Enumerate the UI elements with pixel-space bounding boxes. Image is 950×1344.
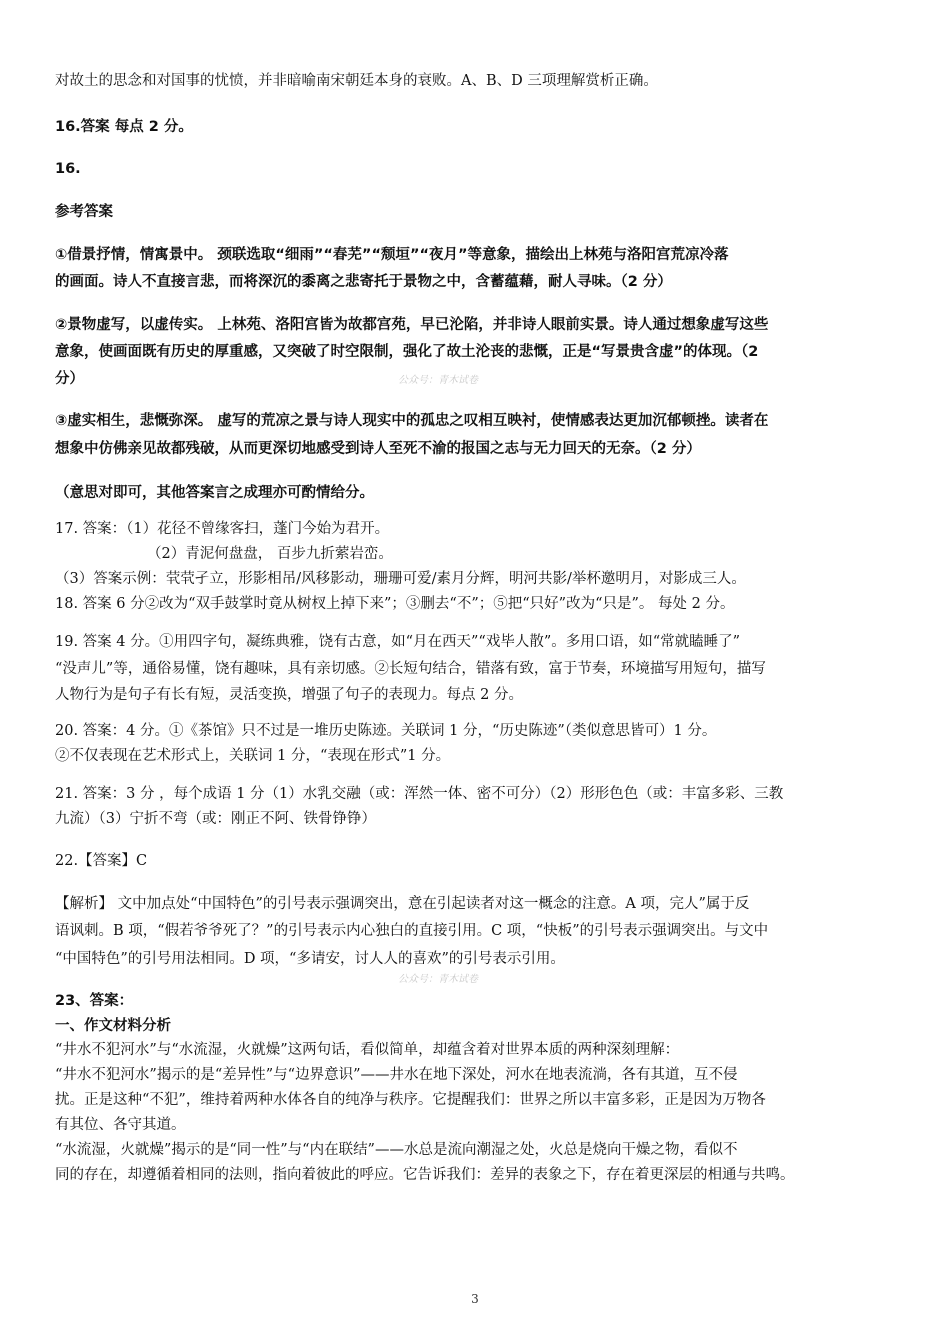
- text-line: 人物行为是句子有长有短，灵活变换，增强了句子的表现力。每点 2 分。: [55, 687, 523, 703]
- text-line: 对故土的思念和对国事的忧愤，并非暗喻南宋朝廷本身的衰败。A、B、D 三项理解赏析正确。: [55, 73, 658, 89]
- text-line: 17. 答案：（1）花径不曾缘客扫，蓬门今始为君开。: [55, 521, 390, 537]
- text-line: 九流）（3）宁折不弯（或：刚正不阿、铁骨铮铮）: [55, 811, 376, 827]
- text-line: ②不仅表现在艺术形式上，关联词 1 分，“表现在形式”1 分。: [55, 748, 451, 764]
- text-line: 意象，使画面既有历史的厚重感，又突破了时空限制，强化了故土沦丧的悲慨，正是“写景贵含虚”的体现。（2: [55, 344, 759, 360]
- text-line: 22.【答案】C: [55, 853, 148, 869]
- text-line: ①借景抒情，情寓景中。 颈联选取“细雨”“春芜”“颓垣”“夜月”等意象，描绘出上林苑与洛阳宫荒凉冷落: [55, 247, 729, 263]
- text-line: 18. 答案 6 分②改为“双手鼓掌时竟从树杈上掉下来”；③删去“不”；⑤把“只好”改为“只是”。 每处 2 分。: [55, 596, 735, 612]
- text-line: 有其位、各守其道。: [55, 1117, 186, 1133]
- page-number: 3: [471, 1292, 479, 1306]
- text-line: “水流湿，火就燥”揭示的是“同一性”与“内在联结”——水总是流向潮湿之处，火总是烧向干燥之物，看似不: [55, 1142, 738, 1158]
- watermark: 公众号：青木试卷: [398, 375, 478, 386]
- text-line: “中国特色”的引号用法相同。D 项，“多请安，讨人人的喜欢”的引号表示引用。: [55, 951, 565, 967]
- text-line: 20. 答案：4 分。①《茶馆》只不过是一堆历史陈迹。关联词 1 分，“历史陈迹”（类似意思皆可）1 分。: [55, 723, 717, 739]
- text-line: 同的存在，却遵循着相同的法则，指向着彼此的呼应。它告诉我们：差异的表象之下，存在着更深层的相通与共鸣。: [55, 1167, 795, 1183]
- text-line: 23、答案：: [55, 993, 134, 1009]
- text-line: （3）答案示例：茕茕孑立，形影相吊/风移影动，珊珊可爱/素月分辉，明河共影/举杯邀明月，对影成三人。: [55, 571, 746, 587]
- text-line: “井水不犯河水”与“水流湿，火就燥”这两句话，看似简单，却蕴含着对世界本质的两种深刻理解：: [55, 1042, 680, 1058]
- text-line: “没声儿”等，通俗易懂，饶有趣味，具有亲切感。②长短句结合，错落有致，富于节奏，环境描写用短句，描写: [55, 661, 766, 677]
- text-line: ③虚实相生，悲慨弥深。 虚写的荒凉之景与诗人现实中的孤忠之叹相互映衬，使情感表达更加沉郁顿挫。读者在: [55, 413, 769, 429]
- text-line: 16.答案 每点 2 分。: [55, 119, 193, 135]
- text-line: 19. 答案 4 分。①用四字句，凝练典雅，饶有古意，如“月在西天”“戏毕人散”。多用口语，如“常就瞌睡了”: [55, 634, 741, 650]
- text-line: 16.: [55, 161, 81, 177]
- text-line: 一、作文材料分析: [55, 1018, 171, 1034]
- text-line: 扰。正是这种“不犯”，维持着两种水体各自的纯净与秩序。它提醒我们：世界之所以丰富多彩，正是因为万物各: [55, 1092, 766, 1108]
- text-line: （2）青泥何盘盘， 百步九折萦岩峦。: [147, 546, 393, 562]
- text-line: 语讽刺。B 项，“假若爷爷死了？”的引号表示内心独白的直接引用。C 项，“快板”的引号表示强调突出。与文中: [55, 923, 769, 939]
- text-line: 的画面。诗人不直接言悲，而将深沉的黍离之悲寄托于景物之中，含蓄蕴藉，耐人寻味。（2 分）: [55, 274, 672, 290]
- text-line: ②景物虚写，以虚传实。 上林苑、洛阳宫皆为故都宫苑，早已沦陷，并非诗人眼前实景。诗人通过想象虚写这些: [55, 317, 769, 333]
- text-line: “井水不犯河水”揭示的是“差异性”与“边界意识”——井水在地下深处，河水在地表流淌，各有其道，互不侵: [55, 1067, 738, 1083]
- text-line: 分）: [55, 371, 84, 387]
- text-line: 参考答案: [55, 204, 113, 220]
- text-line: （意思对即可，其他答案言之成理亦可酌情给分。: [55, 485, 374, 501]
- text-line: 21. 答案：3 分 ，每个成语 1 分（1）水乳交融（或：浑然一体、密不可分）（2）形形色色（或：丰富多彩、三教: [55, 786, 784, 802]
- watermark: 公众号：青木试卷: [398, 974, 478, 985]
- text-line: 想象中仿佛亲见故都残破，从而更深切地感受到诗人至死不渝的报国之志与无力回天的无奈。（2 分）: [55, 441, 701, 457]
- text-line: 【解析】 文中加点处“中国特色”的引号表示强调突出，意在引起读者对这一概念的注意。A 项，完人”属于反: [55, 896, 750, 912]
